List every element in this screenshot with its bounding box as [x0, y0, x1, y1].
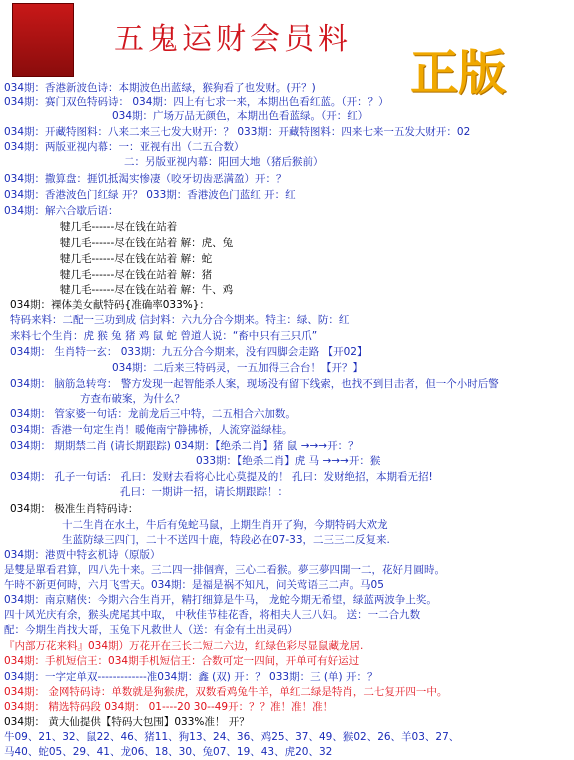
header-photo: [12, 3, 74, 77]
text-line: 034期：裸体美女献特码{准确率033%}：: [10, 299, 210, 311]
text-line: 034期：一字定单双-------------准034期：鑫 (双) 开：？ 033期：三 (单) 开：？: [4, 671, 378, 683]
text-line: 034期： 生肖特一玄： 033期：九五分合今期来，没有四脚会走路 【开02】: [10, 346, 368, 358]
text-line: 034期： 极准生肖特码诗：: [10, 503, 139, 515]
text-line: 034期：南京赌侠：今期六合生肖开，精打细算是牛马， 龙蛇今期无希望，绿蓝两波争上奖。: [4, 594, 437, 606]
text-line: 034期：香港波色门红绿 开？ 033期：香港波色门蓝红 开：红: [4, 189, 296, 201]
text-line: 034期： 孔子一句话： 孔曰：发财去看将心比心莫提及的！ 孔曰：发财绝招，本期看无招!: [10, 471, 433, 483]
text-line: 特码来料：二配一三功到成 信封料：六九分合今期来。特主：绿、防：红: [10, 314, 350, 326]
text-line: 十二生肖在水土，牛后有兔蛇马鼠，上期生肖开了狗，今期特码大欢龙: [62, 519, 388, 531]
text-line: 034期： 金网特码诗：单数就是狗猴虎，双数看鸡兔牛羊，单红二绿是特肖，二七复开四一中。: [4, 686, 448, 698]
text-line: 犍几毛------尽在钱在站着 解：蛇: [60, 253, 213, 265]
text-line: 034期：撒算盘：捱饥抵渴实惨凄（咬牙切齿恶满盈）开：？: [4, 173, 287, 185]
text-line: 034期：开藏特图料：八来二来三七发大财开：？ 033期：开藏特图料：四来七来一五发大财开：02: [4, 126, 471, 138]
text-line: 方查布破案，为什么？: [80, 393, 185, 405]
text-line: 034期：广场万品无颜色，本期出色看蓝绿。（开：红）: [112, 110, 369, 122]
text-line: 034期：二后来三特码灵，一五加得三合台！【开？】: [112, 362, 364, 374]
text-line: 034期：香港一句定生肖！暖俺南宁静拂桥，人流穿溢绿桂。: [10, 424, 293, 436]
text-line: 孔曰：一期讲一招，请长期跟踪！：: [120, 486, 288, 498]
text-line: 犍几毛------尽在钱在站着: [60, 221, 178, 233]
text-line: 034期：手机短信王：034期手机短信王：合数可定一四间，开单可有好运过: [4, 655, 360, 667]
genuine-stamp: 正版: [410, 45, 507, 101]
text-line: 『内部万花来料』034期）万花开在三长二短二六边，红绿色彩尽显鼠藏龙居.: [4, 640, 364, 652]
text-line: 犍几毛------尽在钱在站着 解：虎、兔: [60, 237, 234, 249]
text-line: 午時不新更何時，六月飞雪天。034期：是福是祸不知凡，问关莺语三二声。马05: [4, 579, 384, 591]
text-line: 034期：港贾中特玄机诗（原版）: [4, 549, 161, 561]
text-line: 034期： 管家婆一句话：龙前龙后三中特，二五相合六加数。: [10, 408, 296, 420]
text-line: 是雙是單看君算，四八先十来。三二四一排個齊，三心二看猴。夢三夢四開一二，花好月圓時。: [4, 564, 445, 576]
text-line: 四十风光庆有余，猴头虎尾其中取， 中秋佳节桂花香，将相夫人三八妇。 送：一二合九数: [4, 609, 421, 621]
text-line: 034期： 期期禁二肖 (请长期跟踪) 034期：【绝杀二肖】猪 鼠 →→→开：？: [10, 440, 359, 452]
text-line: 牛09、21、32、鼠22、46、猪11、狗13、24、36、鸡25、37、49、猴02、26、羊03、27、: [4, 731, 460, 743]
text-line: 犍几毛------尽在钱在站着 解：猪: [60, 269, 213, 281]
text-line: 033期：【绝杀二肖】虎 马 →→→开：猴: [196, 455, 381, 467]
text-line: 马40、蛇05、29、41、龙06、18、30、兔07、19、43、虎20、32: [4, 746, 333, 758]
text-line: 034期：解六合歇后语：: [4, 205, 119, 217]
text-line: 034期： 脑筋急转弯： 警方发现一起智能杀人案，现场没有留下线索，也找不到目击者，但一个小时后警: [10, 378, 499, 390]
text-line: 配：今期生肖找大哥，玉兔下凡救世人（送：有金有土出灵码）: [4, 624, 298, 636]
text-line: 034期： 精选特码段 034期： 01----20 30--49开：？？准！准！准！: [4, 701, 334, 713]
text-line: 034期：香港新波色诗：本期波色出蓝绿，猴狗看了也发财。(开？): [4, 82, 316, 94]
text-line: 034期：两版亚视内幕：一：亚视有出（二五合数）: [4, 141, 245, 153]
text-line: 来料七个生肖：虎 猴 兔 猪 鸡 鼠 蛇 曾道人说：“畜中只有三只爪”: [10, 330, 318, 342]
text-line: 二：另版亚视内幕：阳回大地（猪后猴前）: [124, 156, 324, 168]
text-line: 生蓝防绿三四门，二十不送四十鹿，特段必在07-33，二三三二反复来.: [62, 534, 390, 546]
text-line: 犍几毛------尽在钱在站着 解：牛、鸡: [60, 284, 234, 296]
page-title: 五鬼运财会员料: [114, 22, 352, 57]
text-line: 034期： 黄大仙提供【特码大包围】033%准！ 开？: [4, 716, 250, 728]
text-line: 034期：赛门双色特码诗： 034期：四上有七求一来，本期出色看红蓝。（开：？）: [4, 96, 389, 108]
